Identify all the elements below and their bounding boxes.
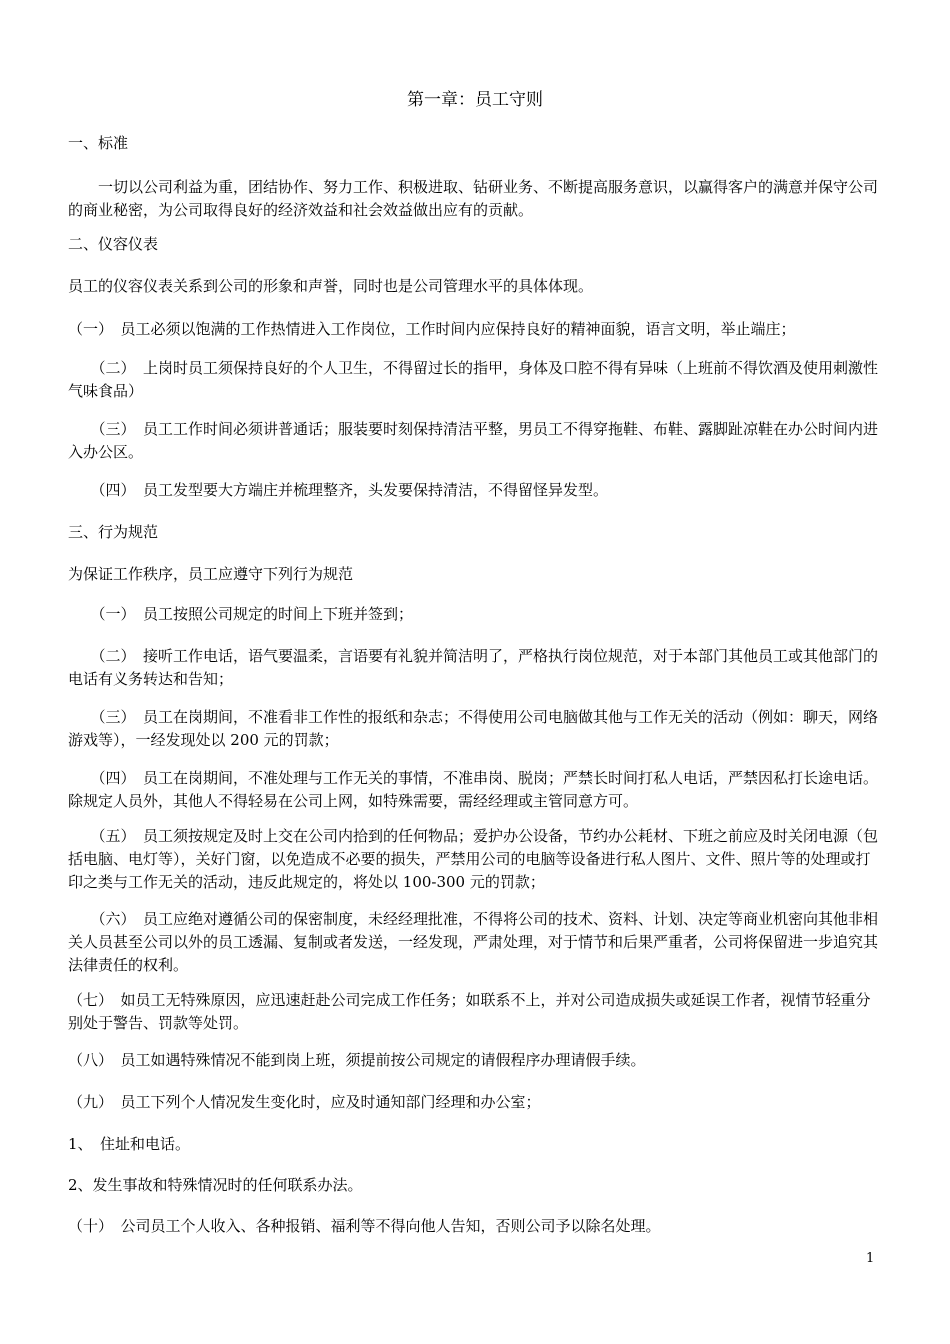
list-item-appearance-2: （二） 上岗时员工须保持良好的个人卫生，不得留过长的指甲，身体及口腔不得有异味（上班前不得饮酒及使用刺激性气味食品） [68,359,879,400]
list-item-conduct-6: （六） 员工应绝对遵循公司的保密制度，未经经理批准，不得将公司的技术、资料、计划、决定等商业机密向其他非相关人员甚至公司以外的员工透漏、复制或者发送，一经发现，严肃处理，对于情节和后果严重者，公司将保留进一步追究其法律责任的权利。 [68,910,879,974]
list-item-appearance-4: （四） 员工发型要大方端庄并梳理整齐，头发要保持清洁，不得留怪异发型。 [68,481,609,499]
list-item-conduct-1: （一） 员工按照公司规定的时间上下班并签到； [68,605,414,623]
section-heading-appearance: 二、仪容仪表 [68,235,159,253]
list-item-conduct-3: （三） 员工在岗期间，不准看非工作性的报纸和杂志；不得使用公司电脑做其他与工作无关的活动（例如：聊天，网络游戏等），一经发现处以 200 元的罚款； [68,708,879,749]
chapter-title: 第一章：员工守则 [407,90,543,110]
list-item-conduct-10: （十） 公司员工个人收入、各种报销、福利等不得向他人告知，否则公司予以除名处理。 [68,1217,661,1235]
list-item-appearance-3: （三） 员工工作时间必须讲普通话；服装要时刻保持清洁平整，男员工不得穿拖鞋、布鞋、露脚趾凉鞋在办公时间内进入办公区。 [68,420,879,461]
sub-item-address: 1、 住址和电话。 [68,1135,191,1153]
list-item-conduct-2: （二） 接听工作电话，语气要温柔，言语要有礼貌并简洁明了，严格执行岗位规范，对于本部门其他员工或其他部门的电话有义务转达和告知； [68,647,879,688]
list-item-conduct-8: （八） 员工如遇特殊情况不能到岗上班，须提前按公司规定的请假程序办理请假手续。 [68,1051,646,1069]
list-item-conduct-7: （七） 如员工无特殊原因，应迅速赶赴公司完成工作任务；如联系不上，并对公司造成损失或延误工作者，视情节轻重分别处于警告、罚款等处罚。 [68,991,871,1032]
list-item-conduct-9: （九） 员工下列个人情况发生变化时，应及时通知部门经理和办公室； [68,1093,541,1111]
list-item-conduct-4: （四） 员工在岗期间，不准处理与工作无关的事情，不准串岗、脱岗；严禁长时间打私人电话，严禁因私打长途电话。除规定人员外，其他人不得轻易在公司上网，如特殊需要，需经经理或主管同意方可。 [68,769,879,810]
section-heading-standard: 一、标准 [68,134,129,152]
page-number: 1 [866,1251,875,1266]
paragraph-standard: 一切以公司利益为重，团结协作、努力工作、积极进取、钻研业务、不断提高服务意识，以赢得客户的满意并保守公司的商业秘密，为公司取得良好的经济效益和社会效益做出应有的贡献。 [68,178,879,219]
list-item-appearance-1: （一） 员工必须以饱满的工作热情进入工作岗位，工作时间内应保持良好的精神面貌，语言文明，举止端庄； [68,320,796,338]
paragraph-appearance-intro: 员工的仪容仪表关系到公司的形象和声誉，同时也是公司管理水平的具体体现。 [68,277,594,295]
paragraph-conduct-intro: 为保证工作秩序，员工应遵守下列行为规范 [68,565,354,583]
section-heading-conduct: 三、行为规范 [68,523,159,541]
list-item-conduct-5: （五） 员工须按规定及时上交在公司内拾到的任何物品；爱护办公设备，节约办公耗材、下班之前应及时关闭电源（包括电脑、电灯等），关好门窗，以免造成不必要的损失，严禁用公司的电脑等设备进行私人图片、文件、照片等的处理或打印之类与工作无关的活动，违反此规定的，将处以 100-300 元的罚款； [68,827,879,891]
sub-item-emergency-contact: 2、发生事故和特殊情况时的任何联系办法。 [68,1176,363,1194]
